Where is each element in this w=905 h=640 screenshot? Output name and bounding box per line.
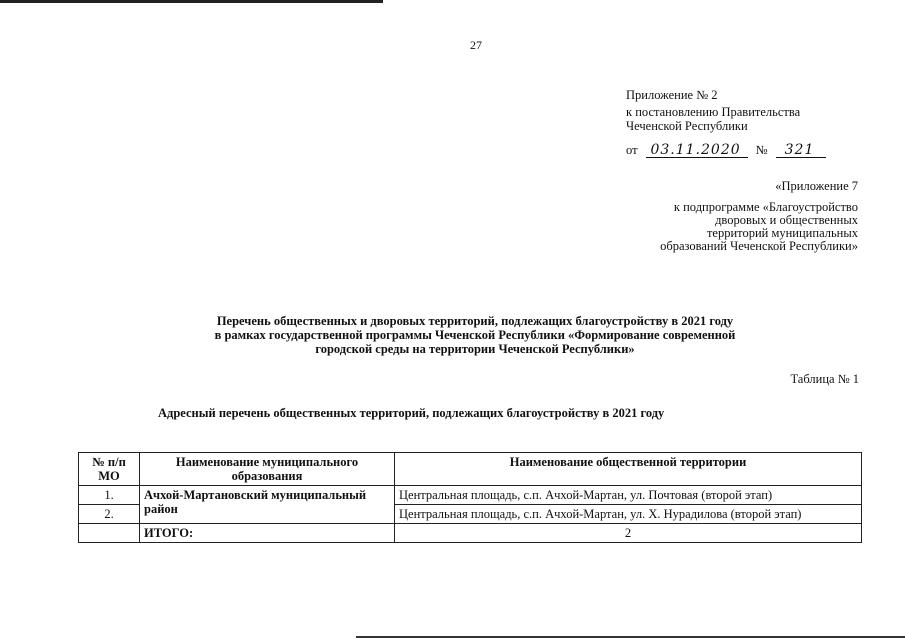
scan-edge-top xyxy=(0,0,383,3)
total-value: 2 xyxy=(395,524,862,543)
row-num: 2. xyxy=(79,505,140,524)
appendix-date-row xyxy=(626,143,826,158)
total-empty-cell xyxy=(79,524,140,543)
scan-edge-bottom xyxy=(356,636,905,638)
territory-table xyxy=(78,452,862,543)
table-header-row xyxy=(79,453,862,486)
document-title-line3: городской среды на территории Чеченской Республики» xyxy=(315,342,635,356)
appendix7-line: дворовых и общественных xyxy=(715,213,858,227)
appendix7-line: к подпрограмме «Благоустройство xyxy=(673,200,858,214)
header-num: № п/п МО xyxy=(79,453,140,486)
table-label: Таблица № 1 xyxy=(790,372,859,386)
date-prefix: от xyxy=(626,143,638,157)
mo-name: Ачхой-Мартановский муниципальный район xyxy=(140,486,395,524)
table-row xyxy=(79,486,862,505)
table-total-row xyxy=(79,524,862,543)
handwritten-number: 321 xyxy=(776,143,826,158)
document-title-line1: Перечень общественных и дворовых территорий, подлежащих благоустройству в 2021 году xyxy=(216,314,734,328)
appendix-line1: Приложение № 2 xyxy=(626,88,718,102)
appendix-block xyxy=(626,88,826,158)
number-prefix: № xyxy=(755,143,768,157)
page-number: 27 xyxy=(470,38,482,52)
handwritten-date: 03.11.2020 xyxy=(646,143,748,158)
appendix7-title: «Приложение 7 xyxy=(775,179,858,193)
header-mo: Наименование муниципального образования xyxy=(140,453,395,486)
appendix-line3: Чеченской Республики xyxy=(626,119,748,133)
row-territory: Центральная площадь, с.п. Ачхой-Мартан, ул. Почтовая (второй этап) xyxy=(395,486,862,505)
appendix7-line: образований Чеченской Республики» xyxy=(660,239,858,253)
appendix-line2: к постановлению Правительства xyxy=(626,105,801,119)
row-num: 1. xyxy=(79,486,140,505)
appendix7-line: территорий муниципальных xyxy=(706,226,858,240)
row-territory: Центральная площадь, с.п. Ачхой-Мартан, ул. Х. Нурадилова (второй этап) xyxy=(395,505,862,524)
document-title xyxy=(140,314,810,356)
document-title-line2: в рамках государственной программы Чеченской Республики «Формирование современной xyxy=(214,328,736,342)
table-heading: Адресный перечень общественных территорий, подлежащих благоустройству в 2021 году xyxy=(158,406,665,420)
total-label: ИТОГО: xyxy=(140,524,395,543)
header-territory: Наименование общественной территории xyxy=(395,453,862,486)
appendix7-block xyxy=(598,180,858,253)
